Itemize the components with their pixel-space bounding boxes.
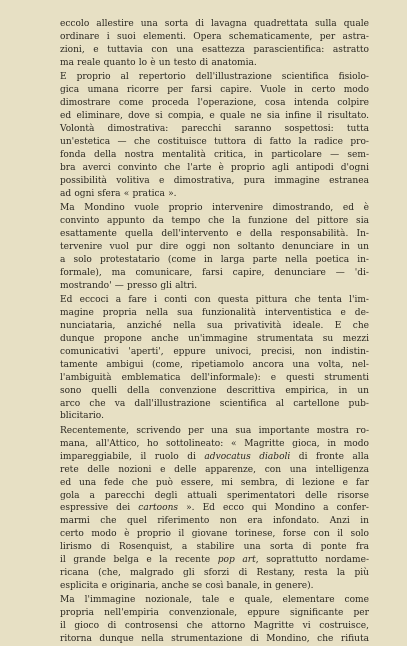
paragraph: [60, 202, 369, 293]
text-line: certo modo è proprio il giovane torinese, forse con il solo: [60, 529, 369, 540]
text-line: l'ambiguità emblematica dell'informale): e questi strumenti: [60, 372, 369, 383]
text-line: il gioco di controsensi che attorno Magritte vi costruisce,: [60, 621, 369, 632]
text-line: formale), ma comunicare, farsi capire, denunciare — 'di-: [60, 267, 369, 278]
text-line: bra averci convinto che l'arte è proprio agli antipodi d'ogni: [60, 162, 369, 173]
text-line: a solo protestatario (come in larga parte nella poetica in-: [60, 254, 369, 265]
paragraph: [60, 71, 369, 201]
text-line: eccolo allestire una sorta di lavagna quadrettata sulla quale: [60, 19, 369, 29]
paragraph: [60, 18, 369, 70]
text-line: esattamente quella dell'intervento e della responsabilità. In-: [60, 228, 369, 239]
text-line: ad ogni sfera « pratica ».: [60, 188, 177, 199]
text-line: rete delle nozioni e delle apparenze, con una intelligenza: [60, 464, 369, 475]
text-line: comunicativi 'aperti', eppure univoci, precisi, non indistin-: [60, 346, 369, 357]
paragraph: [60, 425, 369, 593]
text-line: espressive dei cartoons ». Ed ecco qui Mondino a confer-: [60, 503, 369, 514]
text-line: zioni, e tuttavia con una esattezza parascientifica: astratto: [60, 44, 369, 55]
text-line: Volontà dimostrativa: parecchi saranno sospettosi: tutta: [60, 123, 369, 134]
text-line: fonda della nostra mentalità critica, in particolare — sem-: [60, 149, 369, 160]
paragraph: [60, 294, 369, 424]
text-line: convinto appunto da tempo che la funzione del pittore sia: [60, 215, 369, 226]
text-line: propria nell'empiria convenzionale, eppure significante per: [60, 608, 369, 619]
text-line: E proprio al repertorio dell'illustrazione scientifica fisiolo-: [60, 72, 369, 83]
text-line: esplicita e originaria, anche se così banale, in genere).: [60, 581, 314, 592]
text-line: ordinare i suoi elementi. Opera schematicamente, per astra-: [60, 31, 369, 42]
text-line: gola a parecchi degli attuali sperimentatori delle risorse: [60, 490, 369, 501]
text-line: marmi che quel riferimento non era infondato. Anzi in: [60, 516, 369, 527]
text-line: dunque propone anche un'immagine strumentata su mezzi: [60, 333, 369, 344]
italic-term: pop art: [217, 555, 256, 566]
text-line: ma reale quanto lo è un testo di anatomia.: [60, 57, 257, 68]
text-line: ricana (che, malgrado gli sforzi di Restany, resta la più: [60, 568, 369, 579]
text-line: lirismo di Rosenquist, a stabilire una sorta di ponte fra: [60, 542, 369, 553]
text-line: un'estetica — che costituisce tuttora di fatto la radice pro-: [60, 136, 369, 147]
text-line: Recentemente, scrivendo per una sua importante mostra ro-: [60, 425, 369, 436]
text-line: ritorna dunque nella strumentazione di Mondino, che rifiuta: [60, 634, 369, 645]
text-line: tervenire vuol pur dire oggi non soltanto denunciare in un: [60, 241, 369, 252]
italic-term: advocatus diaboli: [204, 451, 291, 462]
text-line: tamente ambigui (come, ripetiamolo ancora una volta, nel-: [60, 359, 369, 370]
text-line: sono quelli della convenzione descrittiva empirica, in un: [60, 385, 369, 396]
text-line: ed una fede che può essere, mi sembra, di lezione e far: [60, 477, 369, 488]
text-line: ed eliminare, dove si compia, e quale ne sia infine il risultato.: [60, 110, 369, 121]
text-line: arco che va dall'illustrazione scientifica al cartellone pub-: [60, 398, 369, 409]
text-line: il grande belga e la recente pop art, soprattutto nordame-: [60, 555, 370, 566]
paragraph: [60, 594, 369, 646]
text-line: Ma Mondino vuole proprio intervenire dimostrando, ed è: [60, 202, 369, 213]
text-line: magine propria nella sua funzionalità interventistica e de-: [60, 307, 369, 318]
text-line: nunciataria, anziché nella sua privatività ideale. E che: [60, 320, 369, 331]
text-line: blicitario.: [60, 411, 104, 422]
text-line: impareggiabile, il ruolo di advocatus diaboli di fronte alla: [60, 451, 369, 462]
text-line: possibilità volitiva e dimostrativa, pura immagine estranea: [60, 175, 369, 186]
text-line: gica umana ricorre per farsi capire. Vuole in certo modo: [60, 85, 369, 96]
text-line: mostrando' — presso gli altri.: [60, 280, 198, 291]
italic-term: cartoons: [138, 503, 179, 514]
body-text: [60, 18, 369, 646]
text-line: mana, all'Attico, ho sottolineato: « Magritte gioca, in modo: [60, 438, 369, 449]
text-line: dimostrare come proceda l'operazione, cosa intenda colpire: [60, 98, 369, 109]
text-line: Ma l'immagine nozionale, tale e quale, elementare come: [60, 595, 369, 606]
text-line: Ed eccoci a fare i conti con questa pittura che tenta l'im-: [60, 294, 369, 305]
